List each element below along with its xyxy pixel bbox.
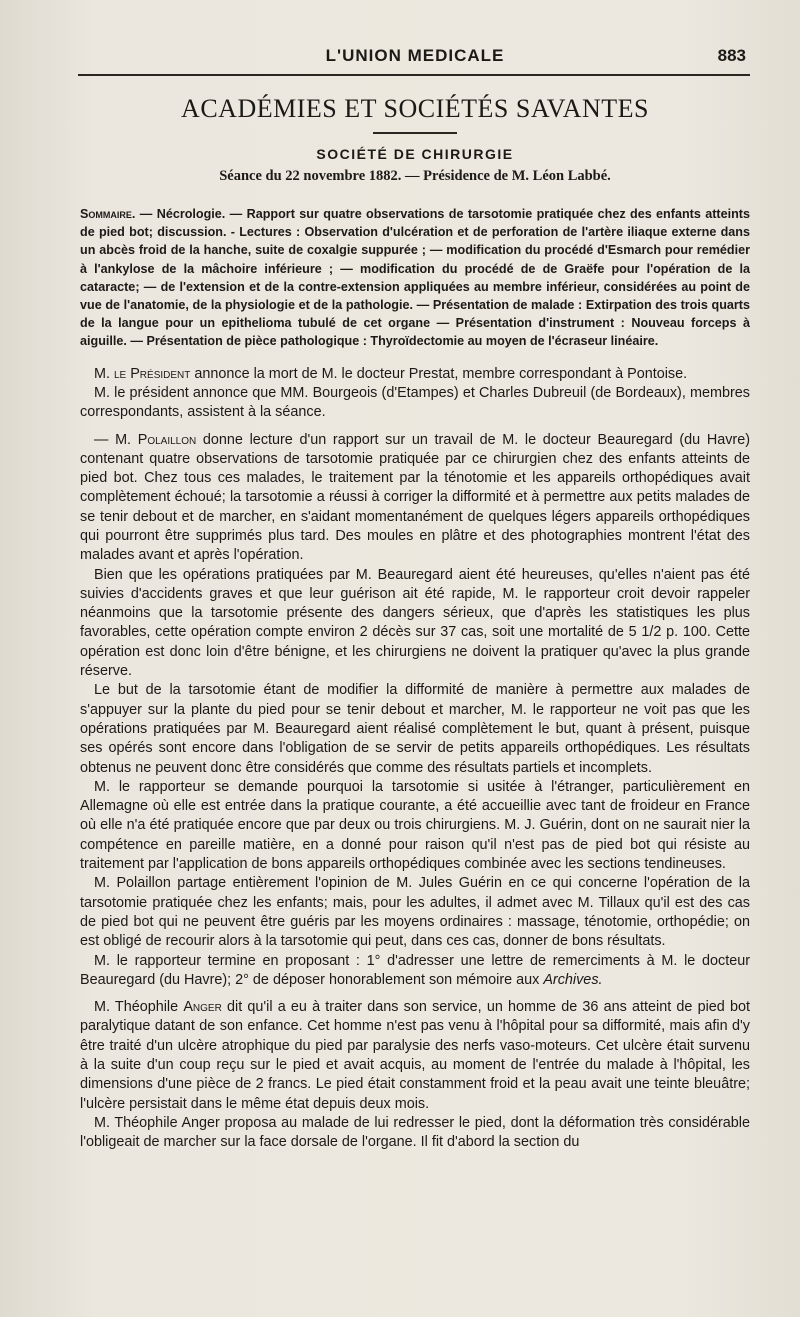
- paragraph-text: donne lecture d'un rapport sur un travail de M. le docteur Beauregard (du Havre) contenant quatre observations de tarsotomie pratiquée par ce chirurgien chez des enfants atteints de pied bot. Chez tous ces malades, le traitement par la ténotomie et les appareils orthopédiques avait complètement échoué; la tarsotomie a réussi à corriger la difformité et à permettre aux petits malades de se tenir debout et de marcher, en s'aidant momentanément de quelques légers appareils orthopédiques qui pourront être supprimés plus tard. Des moules en plâtre et des photographies montrent l'état des malades avant et après l'opération.: [80, 431, 750, 564]
- paragraph: [80, 566, 750, 682]
- paragraph: [80, 681, 750, 777]
- society-heading: SOCIÉTÉ DE CHIRURGIE: [316, 146, 514, 162]
- paragraph-prefix: — M.: [94, 431, 138, 448]
- paragraph: [80, 1114, 750, 1153]
- speaker-name: Polaillon: [137, 431, 197, 448]
- paragraph-text: M. le rapporteur se demande pourquoi la tarsotomie si usitée à l'étranger, particulièrement en Allemagne où elle est entrée dans la pratique courante, a été accueillie avec tant de froideur en France où elle n'a été pratiquée encore que par deux ou trois chirurgiens. M. J. Guérin, dont on ne saurait nier la compétence en pareille matière, en a donné pour raison qu'il n'est pas de pied bot qui résiste au traitement par l'application de bons appareils orthopédiques combinée avec les sections tendineuses.: [80, 778, 750, 873]
- paragraph: [80, 431, 750, 566]
- paragraph-text: M. le président annonce que MM. Bourgeois (d'Etampes) et Charles Dubreuil (de Bordeaux), membres correspondants, assistent à la séance.: [80, 384, 750, 421]
- speaker-name: Anger: [183, 999, 222, 1016]
- paragraph: [80, 952, 750, 991]
- paragraph: [80, 998, 750, 1114]
- paragraph-text: M. le rapporteur termine en proposant : 1° d'adresser une lettre de remerciments à M. le docteur Beauregard (du Havre); 2° de déposer honorablement son mémoire aux: [80, 952, 750, 988]
- summary-lead: Sommaire.: [80, 207, 136, 221]
- title-rule: [373, 132, 457, 134]
- paragraph-text: annonce la mort de M. le docteur Prestat, membre correspondant à Pontoise.: [190, 365, 688, 382]
- speaker-name: le Président: [113, 365, 191, 382]
- paragraph-text: dit qu'il a eu à traiter dans son service, un homme de 36 ans atteint de pied bot paralytique datant de son enfance. Cet homme n'est pas venu à l'hôpital pour sa difformité, mais afin d'y être traité d'un ulcère atrophique du pied par paralysie des nerfs vaso-moteurs. Cet ulcère était survenu à la suite d'un coup reçu sur le pied et avait acquis, au moment de l'entrée du malade à l'hôpital, les dimensions d'une pièce de 2 francs. Le pied était constamment froid et la peau avait une teinte bleuâtre; l'ulcère persistait dans le même état depuis deux mois.: [80, 999, 750, 1112]
- section-title: ACADÉMIES ET SOCIÉTÉS SAVANTES: [181, 94, 649, 123]
- running-header: [80, 0, 750, 72]
- paragraph: [80, 384, 750, 423]
- italic-text: Archives.: [543, 971, 603, 988]
- article-body: [80, 365, 750, 1153]
- paragraph-prefix: M. Théophile: [94, 999, 184, 1016]
- paragraph-text: Le but de la tarsotomie étant de modifier la difformité de manière à permettre aux malades de s'appuyer sur la plante du pied pour se tenir debout et marcher, M. le rapporteur ne voit pas que les opérations pratiquées par M. Beauregard aient réalisé complètement le but, quant à présent, puisque ses opérés sont encore dans l'obligation de se servir de petits appareils orthopédiques. Les résultats obtenus ne peuvent donc être considérés que comme des résultats partiels et incomplets.: [80, 682, 750, 776]
- paragraph-text: M. Théophile Anger proposa au malade de lui redresser le pied, dont la déformation très considérable l'obligeait de marcher sur la face dorsale de l'organe. Il fit d'abord la section du: [80, 1114, 750, 1151]
- session-line: Séance du 22 novembre 1882. — Présidence de M. Léon Labbé.: [219, 168, 611, 184]
- page-number: 883: [717, 46, 746, 65]
- summary-text: — Nécrologie. — Rapport sur quatre observations de tarsotomie pratiquée chez des enfants atteints de pied bot; discussion. - Lectures : Observation d'ulcération et de perforation de l'artère iliaque externe dans un abcès froid de la hanche, suite de coxalgie suppurée ; — modification du procédé d'Esmarch pour remédier à l'ankylose de la mâchoire inférieure ; — modification du procédé de de Graëfe pour l'opération de la cataracte; — de l'extension et de la contre-extension appliquées au membre inférieur, considérées au point de vue de l'anatomie, de la physiologie et de la pathologie. — Présentation de malade : Extirpation des trois quarts de la langue pour un epithelioma tubulé de cet organe — Présentation d'instrument : Nouveau forceps à aiguille. — Présentation de pièce pathologique : Thyroïdectomie au moyen de l'écraseur linéaire.: [80, 207, 750, 349]
- paragraph: [80, 778, 750, 874]
- paragraph-text: Bien que les opérations pratiquées par M. Beauregard aient été heureuses, qu'elles n'aient pas été suivies d'accidents graves et que leur guérison ait été rapide, M. le rapporteur croit devoir rappeler néanmoins que la tarsotomie présente des dangers sérieux, que d'après les statistiques les plus favorables, cette opération compte environ 2 décès sur 37 cas, soit une mortalité de 5 1/2 p. 100. Cette opération est donc loin d'être bénigne, et les chirurgiens ne doivent la pratiquer qu'avec la plus grande réserve.: [80, 566, 750, 680]
- paragraph-prefix: M.: [94, 365, 114, 382]
- paragraph: [80, 874, 750, 951]
- summary-block: [80, 205, 750, 351]
- running-title: L'UNION MEDICALE: [325, 46, 505, 65]
- paragraph-text: M. Polaillon partage entièrement l'opinion de M. Jules Guérin en ce qui concerne l'opération de la tarsotomie pratiquée chez les enfants; mais, pour les adultes, il admet avec M. Tillaux qu'il est des cas de pied bot qui ne peuvent être guéris par les moyens ordinaires : massage, ténotomie, orthopédie; on est obligé de recourir alors à la tarsotomie qui peut, dans ces cas, donner de bons résultats.: [80, 875, 750, 950]
- paragraph: [80, 365, 750, 384]
- header-rule: [78, 74, 750, 76]
